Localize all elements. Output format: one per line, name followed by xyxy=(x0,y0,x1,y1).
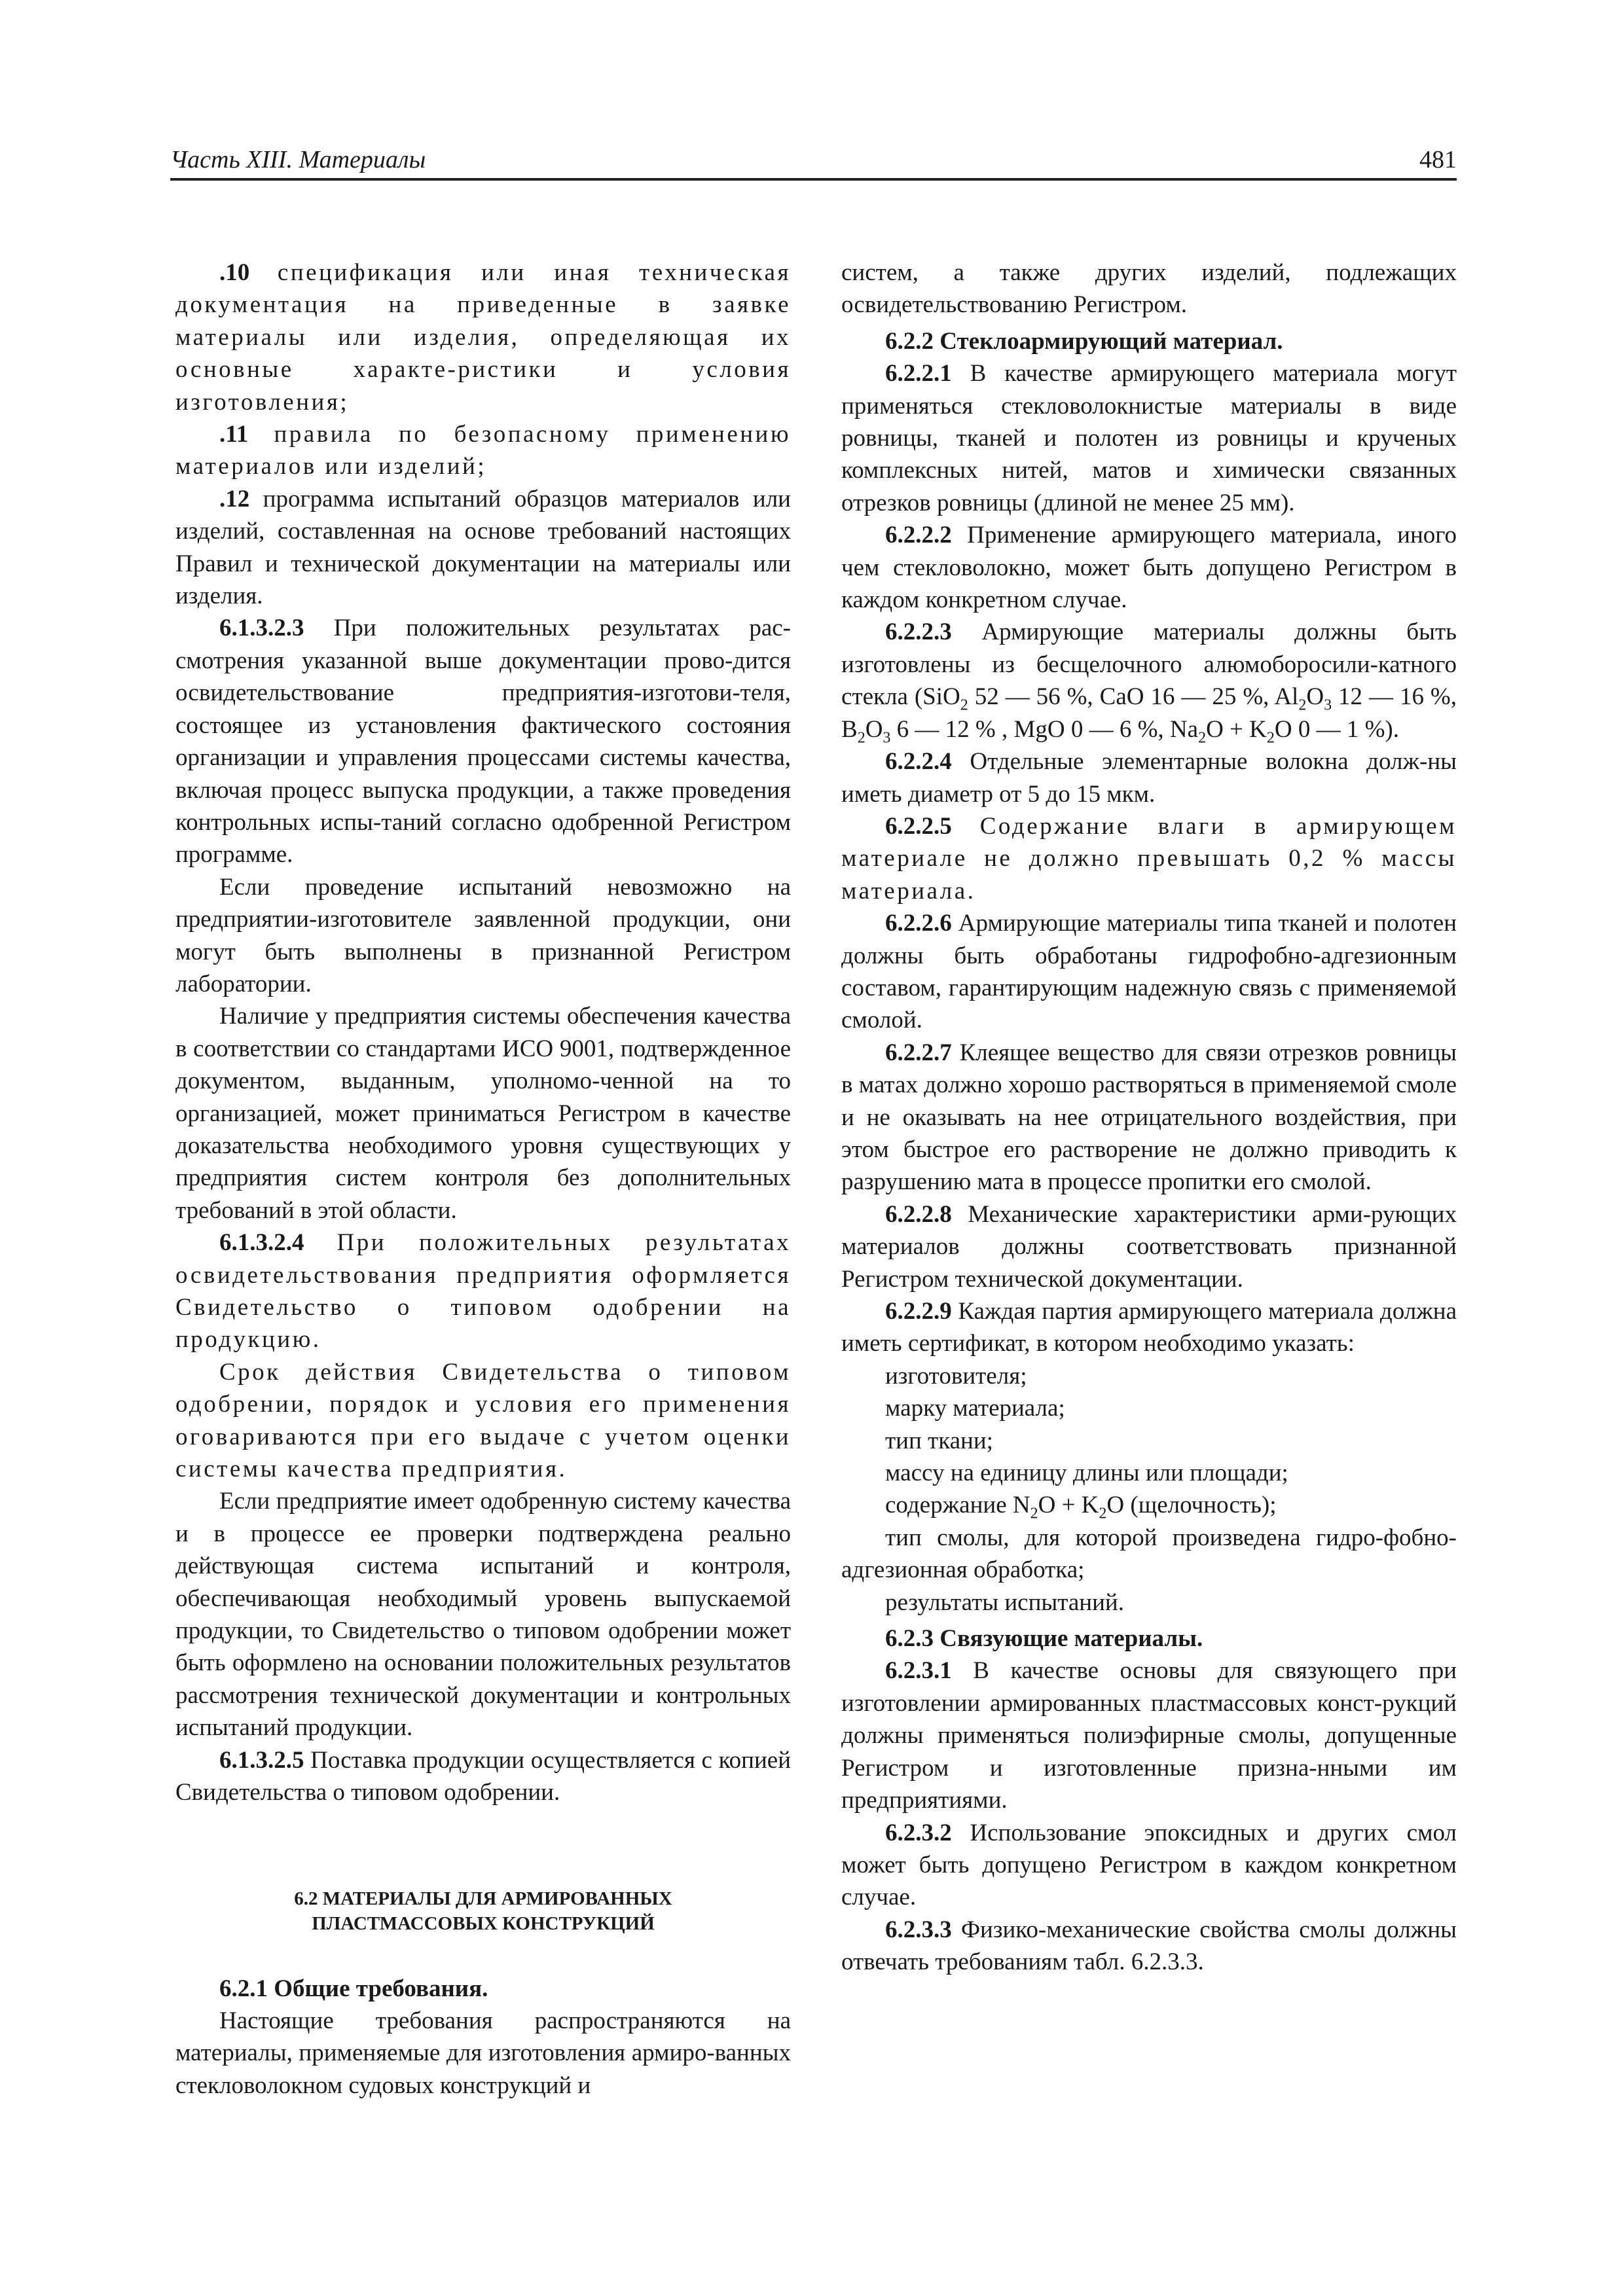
clause-6-2-2-6 xyxy=(841,907,1457,1037)
clause-number: 6.2.2.7 xyxy=(885,1039,952,1066)
clause-6-2-3-2 xyxy=(841,1817,1457,1914)
list-text: O + K xyxy=(1038,1492,1099,1519)
clause-text: O xyxy=(865,715,883,743)
clause-6-1-3-2-4 xyxy=(175,1227,791,1356)
subscript: 3 xyxy=(1324,696,1332,714)
clause-6-2-2-2 xyxy=(841,519,1457,616)
subsection-heading-6-2-1: 6.2.1 Общие требования. xyxy=(219,1975,488,2002)
certificate-list-item: изготовителя; xyxy=(885,1362,1027,1390)
list-text: содержание N xyxy=(885,1492,1030,1519)
clause-text: Механические характеристики арми-рующих материалов должны соответствовать признанной Регистром технической документации. xyxy=(841,1200,1457,1293)
item-text: спецификация или иная техническая документация на приведенные в заявке материалы или изделия, определяющая их основные характе-ристики и условия изготовления; xyxy=(175,259,791,416)
paragraph: Если проведение испытаний невозможно на предприятии-изготовителе заявленной продукции, они могут быть выполнены в признанной Регистром лаборатории. xyxy=(175,873,791,997)
clause-number: 6.2.2.1 xyxy=(885,360,952,387)
list-item-10 xyxy=(175,257,791,418)
certificate-list-item: тип ткани; xyxy=(885,1427,993,1454)
page-number: 481 xyxy=(1419,146,1457,173)
paragraph: Если предприятие имеет одобренную систему качества и в процессе ее проверки подтверждена реально действующая система испытаний и контроля, обеспечивающая необходимый уровень выпускаемой продукции, то Свидетельство о типовом одобрении может быть оформлено на основании положительных результатов рассмотрения технической документации и контрольных испытаний продукции. xyxy=(175,1488,791,1742)
clause-text: При положительных результатах освидетельствования предприятия оформляется Свидетельство о типовом одобрении на продукцию. xyxy=(175,1229,791,1354)
clause-6-2-2-9 xyxy=(841,1295,1457,1360)
clause-6-1-3-2-3 xyxy=(175,612,791,870)
clause-text: Армирующие материалы типа тканей и полотен должны быть обработаны гидрофобно-адгезионным составом, гарантирующим надежную связь с применяемой смолой. xyxy=(841,910,1457,1034)
subscript: 2 xyxy=(857,729,866,747)
clause-text: O + K xyxy=(1206,715,1267,743)
subsection-heading-6-2-3: 6.2.3 Связующие материалы. xyxy=(885,1625,1203,1653)
subscript: 2 xyxy=(1266,729,1275,747)
clause-number: 6.2.2.8 xyxy=(885,1200,952,1228)
clause-number: 6.2.2.5 xyxy=(885,812,952,840)
clause-number: 6.2.2.4 xyxy=(885,748,952,776)
clause-6-2-2-8 xyxy=(841,1198,1457,1295)
subscript: 2 xyxy=(1198,729,1207,747)
running-header xyxy=(170,144,1457,181)
certificate-list-item: результаты испытаний. xyxy=(885,1588,1124,1616)
clause-text: Применение армирующего материала, иного чем стекловолокно, может быть допущено Регистром в каждом конкретном случае. xyxy=(841,522,1457,614)
clause-number: 6.2.2.2 xyxy=(885,522,952,549)
clause-text: O 0 — 1 %). xyxy=(1274,715,1400,743)
clause-text: Каждая партия армирующего материала должна иметь сертификат, в котором необходимо указать: xyxy=(841,1298,1457,1357)
subscript: 2 xyxy=(1298,696,1307,714)
list-item-12 xyxy=(175,483,791,613)
certificate-list-item: массу на единицу длины или площади; xyxy=(885,1460,1288,1487)
clause-6-2-3-1 xyxy=(841,1655,1457,1816)
clause-text: Использование эпоксидных и других смол может быть допущено Регистром в каждом конкретном случае. xyxy=(841,1819,1457,1911)
section-heading-line-2: ПЛАСТМАССОВЫХ КОНСТРУКЦИЙ xyxy=(312,1912,655,1934)
clause-text: Содержание влаги в армирующем материале не должно превышать 0,2 % массы материала. xyxy=(841,812,1457,905)
header-title: Часть XIII. Материалы xyxy=(170,146,426,173)
left-column xyxy=(175,257,791,2102)
section-heading-line-1: 6.2 МАТЕРИАЛЫ ДЛЯ АРМИРОВАННЫХ xyxy=(294,1888,672,1909)
clause-number: 6.1.3.2.5 xyxy=(219,1746,304,1774)
list-text: O (щелочность); xyxy=(1106,1492,1277,1519)
paragraph: Настоящие требования распространяются на материалы, применяемые для изготовления армиро-ванных стекловолокном судовых конструкций и xyxy=(175,2007,791,2099)
clause-6-2-2-5 xyxy=(841,810,1457,907)
clause-text: 12 — 16 %, B xyxy=(841,683,1457,743)
clause-text: 52 — 56 %, CaO 16 — 25 %, Al xyxy=(968,683,1299,711)
clause-text: В качестве основы для связующего при изготовлении армированных пластмассовых конст-рукций должны применяться полиэфирные смолы, допущенные Регистром и изготовленные призна-нными им предприятиями. xyxy=(841,1657,1457,1814)
item-number: .11 xyxy=(219,421,249,448)
clause-text: Отдельные элементарные волокна долж-ны иметь диаметр от 5 до 15 мкм. xyxy=(841,748,1457,808)
clause-6-1-3-2-5 xyxy=(175,1744,791,1809)
clause-text: В качестве армирующего материала могут применяться стекловолокнистые материалы в виде ровницы, тканей и полотен из ровницы и крученых комплексных нитей, матов и химически связанных отрезков ровницы (длиной не менее 25 мм). xyxy=(841,360,1457,516)
subscript: 3 xyxy=(883,729,891,747)
paragraph-text: Срок действия Свидетельства о типовом одобрении, порядок и условия его применения оговариваются при его выдаче с учетом оценки системы качества предприятия. xyxy=(175,1358,791,1483)
certificate-list-item: тип смолы, для которой произведена гидро-фобно-адгезионная обработка; xyxy=(841,1524,1457,1584)
clause-text: При положительных результатах рас-смотрения указанной выше документации прово-дится освидетельствование предприятия-изготови-теля, состоящее из установления фактического состояния организации и управления процессами системы качества, включая процесс выпуска продукции, а также проведения контрольных испы-таний согласно одобренной Регистром программе. xyxy=(175,615,791,869)
clause-text: O xyxy=(1306,683,1324,711)
clause-number: 6.2.2.6 xyxy=(885,910,952,937)
item-number: .10 xyxy=(219,259,250,286)
certificate-list-item xyxy=(841,1489,1457,1521)
subscript: 2 xyxy=(960,696,968,714)
clause-6-2-3-3 xyxy=(841,1914,1457,1979)
clause-text: Поставка продукции осуществляется с копией Свидетельства о типовом одобрении. xyxy=(175,1746,791,1806)
subscript: 2 xyxy=(1030,1505,1038,1522)
clause-number: 6.2.3.2 xyxy=(885,1819,952,1846)
list-item-11 xyxy=(175,418,791,483)
section-heading xyxy=(175,1886,791,1936)
clause-number: 6.2.3.3 xyxy=(885,1916,952,1943)
paragraph: Наличие у предприятия системы обеспечения качества в соответствии со стандартами ИСО 9001, подтвержденное документом, выданным, уполномо-ченной на то организацией, может приниматься Регистром в качестве доказательства необходимого уровня существующих у предприятия систем контроля без дополнительных требований в этой области. xyxy=(175,1003,791,1224)
item-text: правила по безопасному применению материалов или изделий; xyxy=(175,421,791,480)
clause-text: Клеящее вещество для связи отрезков ровницы в матах должно хорошо растворяться в применяемой смоле и не оказывать на нее отрицательного воздействия, при этом быстрое его растворение не должно приводить к разрушению мата в процессе пропитки его смолой. xyxy=(841,1039,1457,1196)
item-number: .12 xyxy=(219,485,250,512)
clause-6-2-2-1 xyxy=(841,357,1457,519)
clause-text: 6 — 12 % , MgO 0 — 6 %, Na xyxy=(890,715,1199,743)
clause-6-2-2-4 xyxy=(841,745,1457,810)
clause-text: Физико-механические свойства смолы должны отвечать требованиям табл. 6.2.3.3. xyxy=(841,1916,1457,1976)
right-column xyxy=(841,257,1457,1979)
clause-number: 6.2.2.3 xyxy=(885,619,952,646)
clause-number: 6.1.3.2.4 xyxy=(219,1229,304,1257)
paragraph xyxy=(175,1356,791,1486)
subscript: 2 xyxy=(1099,1505,1107,1522)
clause-6-2-2-3 xyxy=(841,616,1457,745)
subsection-heading-6-2-2: 6.2.2 Стеклоармирующий материал. xyxy=(885,327,1283,355)
certificate-list-item: марку материала; xyxy=(885,1395,1065,1422)
paragraph-continuation: систем, а также других изделий, подлежащих освидетельствованию Регистром. xyxy=(841,259,1457,319)
clause-6-2-2-7 xyxy=(841,1037,1457,1198)
clause-number: 6.2.3.1 xyxy=(885,1657,952,1685)
clause-number: 6.2.2.9 xyxy=(885,1298,952,1325)
clause-number: 6.1.3.2.3 xyxy=(219,615,304,642)
item-text: программа испытаний образцов материалов или изделий, составленная на основе требований настоящих Правил и технической документации на материалы или изделия. xyxy=(175,485,791,610)
clause-text: Армирующие материалы должны быть изготовлены из бесщелочного алюмоборосили-катного стекла (SiO xyxy=(841,619,1457,711)
